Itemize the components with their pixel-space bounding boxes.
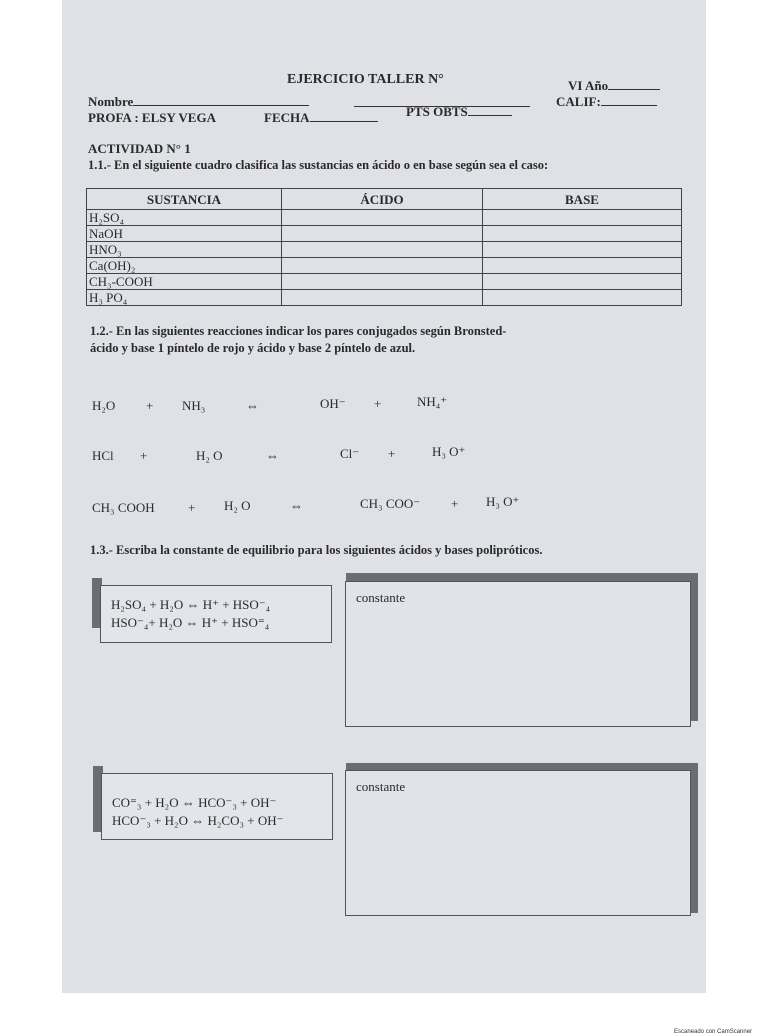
- worksheet-title: EJERCICIO TALLER N°: [287, 72, 444, 87]
- reaction-3-term: CH₃ COO⁻: [360, 496, 421, 511]
- name-label: Nombre: [88, 94, 309, 110]
- equilibrium-line: HSO⁻₄+ H₂O ⇔ H⁺ + HSO⁼₄: [111, 615, 270, 630]
- points-label: PTS OBTS: [406, 104, 512, 120]
- acid-cell[interactable]: [282, 290, 483, 306]
- activity-title: ACTIVIDAD N° 1: [88, 141, 191, 156]
- reaction-1-plus: +: [146, 398, 154, 413]
- grade-year-label: VI Año: [568, 78, 660, 94]
- reaction-2-term: H₃ O⁺: [432, 444, 466, 459]
- table-header-row: [87, 189, 682, 210]
- question-1-2-line1: 1.2.- En las siguientes reacciones indicar los pares conjugados según Bronsted-: [90, 324, 507, 338]
- reaction-3-term: H₂ O: [224, 498, 251, 513]
- base-cell[interactable]: [483, 210, 682, 226]
- reaction-2-plus: +: [140, 448, 148, 463]
- grade-score-label: CALIF:: [556, 94, 657, 110]
- acid-cell[interactable]: [282, 210, 483, 226]
- reaction-2-term: Cl⁻: [340, 446, 360, 461]
- box-shadow: [346, 573, 698, 581]
- equilibrium-line: H₂SO₄ + H₂O ⇔ H⁺ + HSO⁻₄: [111, 597, 271, 612]
- teacher-label: PROFA : ELSY VEGA: [88, 110, 216, 125]
- box-shadow: [690, 573, 698, 721]
- question-1-2-line2: ácido y base 1 píntelo de rojo y ácido y base 2 píntelo de azul.: [90, 341, 416, 355]
- reaction-3-term: H₃ O⁺: [486, 494, 520, 509]
- box-shadow: [690, 763, 698, 913]
- acid-cell[interactable]: [282, 226, 483, 242]
- question-1-3: 1.3.- Escriba la constante de equilibrio para los siguientes ácidos y bases polipróticos.: [90, 543, 543, 557]
- constant-label: constante: [356, 590, 406, 605]
- table-row: [87, 258, 682, 274]
- base-cell[interactable]: [483, 274, 682, 290]
- table-row: [87, 210, 682, 226]
- base-cell[interactable]: [483, 242, 682, 258]
- reaction-1-term: NH₄⁺: [417, 394, 448, 409]
- base-cell[interactable]: [483, 258, 682, 274]
- acid-cell[interactable]: [282, 242, 483, 258]
- reaction-3-arrow: ⇔: [290, 498, 303, 513]
- reaction-1-arrow: ⇔: [246, 398, 259, 413]
- reaction-1-term: NH₃: [182, 398, 206, 413]
- substance-cell: H₂SO₄: [87, 210, 282, 226]
- substance-cell: H₃ PO₄: [87, 290, 282, 306]
- question-1-1: 1.1.- En el siguiente cuadro clasifica las sustancias en ácido o en base según sea el caso:: [88, 158, 549, 172]
- reaction-2-plus: +: [388, 446, 396, 461]
- table-row: [87, 274, 682, 290]
- constant-answer-box-2[interactable]: [345, 770, 691, 916]
- reaction-1-term: OH⁻: [320, 396, 346, 411]
- table-row: [87, 226, 682, 242]
- header-acid: ÁCIDO: [282, 189, 483, 210]
- acid-cell[interactable]: [282, 258, 483, 274]
- base-cell[interactable]: [483, 290, 682, 306]
- reaction-2-arrow: ⇔: [266, 448, 279, 463]
- substance-cell: CH₃-COOH: [87, 274, 282, 290]
- reaction-1-term: H₂O: [92, 398, 116, 413]
- constant-label: constante: [356, 779, 406, 794]
- equilibrium-line: CO⁼₃ + H₂O ⇔ HCO⁻₃ + OH⁻: [112, 795, 277, 810]
- equilibrium-box-2: [101, 773, 333, 840]
- constant-answer-box-1[interactable]: [345, 581, 691, 727]
- reaction-3-plus: +: [451, 496, 459, 511]
- substance-cell: Ca(OH)₂: [87, 258, 282, 274]
- substance-cell: HNO₃: [87, 242, 282, 258]
- table-row: [87, 290, 682, 306]
- header-substance: SUSTANCIA: [87, 189, 282, 210]
- equilibrium-line: HCO⁻₃ + H₂O ⇔ H₂CO₃ + OH⁻: [112, 813, 284, 828]
- base-cell[interactable]: [483, 226, 682, 242]
- reaction-1-plus: +: [374, 396, 382, 411]
- substance-cell: NaOH: [87, 226, 282, 242]
- reaction-3-plus: +: [188, 500, 196, 515]
- header-base: BASE: [483, 189, 682, 210]
- scanner-watermark: Escaneado con CamScanner: [674, 1029, 753, 1035]
- reaction-2-term: H₂ O: [196, 448, 223, 463]
- date-label: FECHA: [264, 110, 378, 126]
- table-row: [87, 242, 682, 258]
- acid-cell[interactable]: [282, 274, 483, 290]
- reaction-2-term: HCl: [92, 448, 114, 463]
- classification-table: [86, 188, 682, 306]
- equilibrium-box-1: [100, 585, 332, 643]
- reaction-3-term: CH₃ COOH: [92, 500, 155, 515]
